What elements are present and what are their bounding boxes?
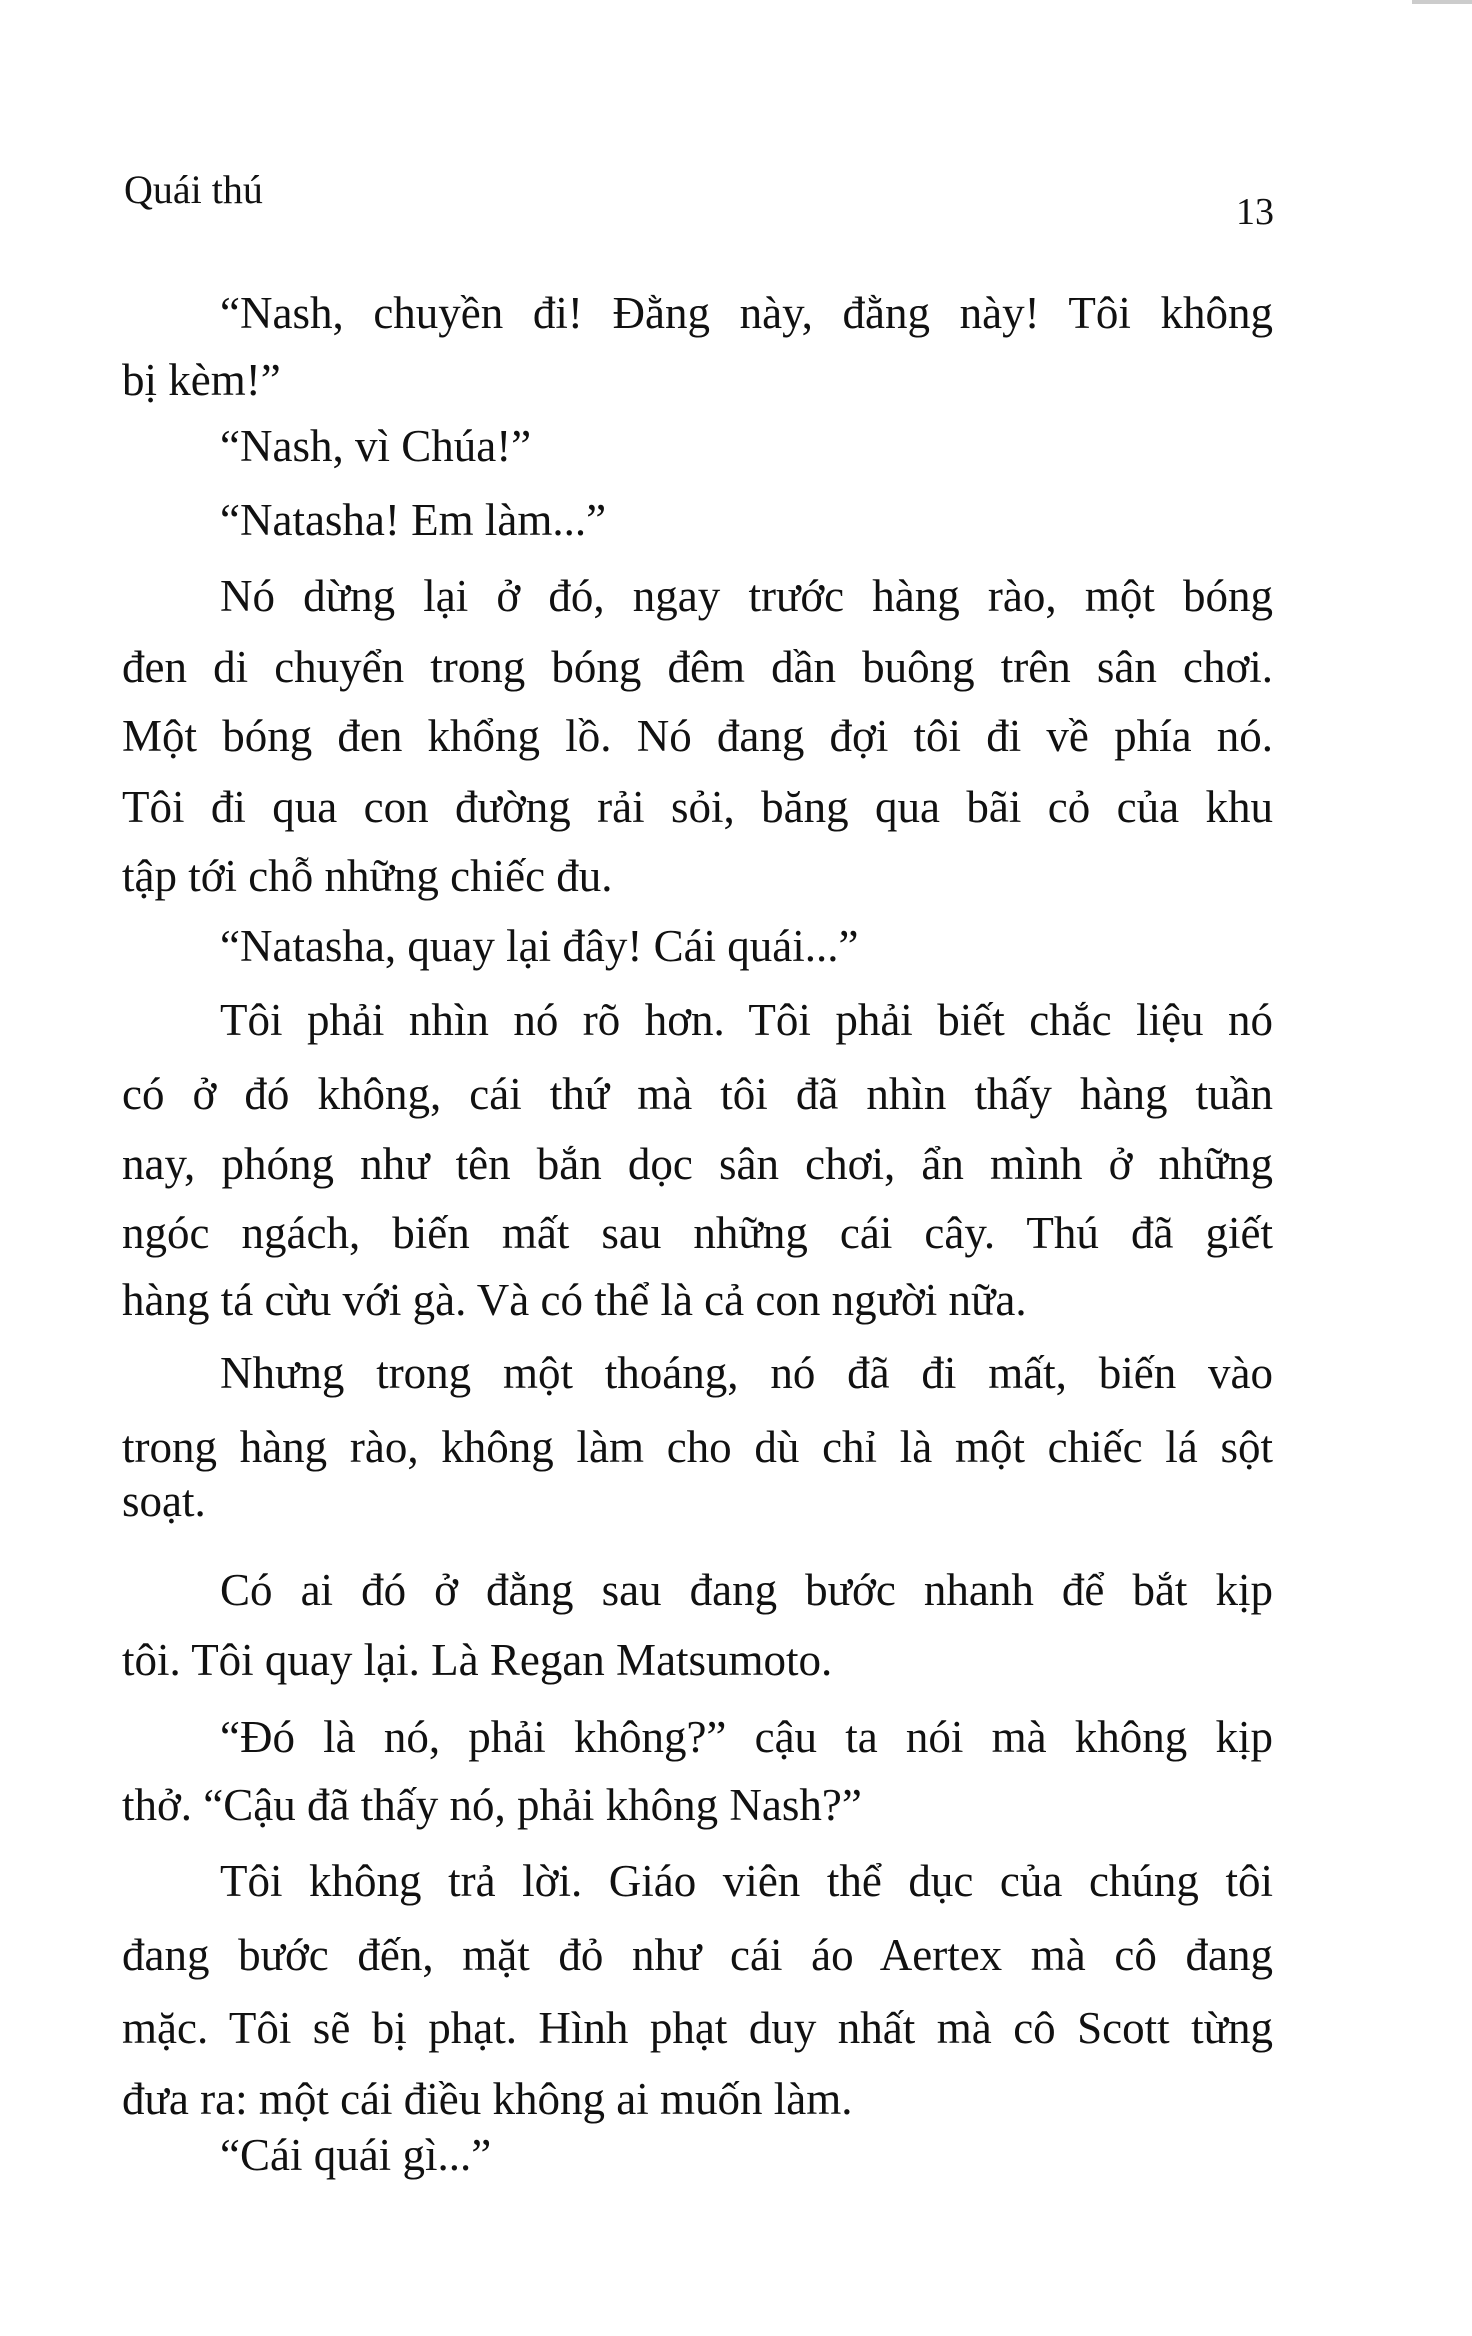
text-line: bị kèm!”	[122, 355, 281, 405]
text-line: “Đó là nó, phải không?” cậu ta nói mà không kịp	[220, 1712, 1273, 1762]
text-line: Nhưng trong một thoáng, nó đã đi mất, biến vào	[220, 1348, 1273, 1398]
scan-edge-mark	[1412, 0, 1472, 4]
text-line: nay, phóng như tên bắn dọc sân chơi, ẩn mình ở những	[122, 1139, 1273, 1189]
text-line: thở. “Cậu đã thấy nó, phải không Nash?”	[122, 1780, 862, 1830]
text-line: hàng tá cừu với gà. Và có thể là cả con người nữa.	[122, 1275, 1027, 1325]
text-line: “Nash, chuyền đi! Đằng này, đằng này! Tôi không	[220, 288, 1273, 338]
running-head: Quái thú	[124, 167, 263, 212]
text-line: “Natasha! Em làm...”	[220, 495, 607, 545]
text-line: có ở đó không, cái thứ mà tôi đã nhìn thấy hàng tuần	[122, 1069, 1273, 1119]
text-line: đưa ra: một cái điều không ai muốn làm.	[122, 2074, 853, 2124]
text-line: “Natasha, quay lại đây! Cái quái...”	[220, 921, 859, 971]
text-line: soạt.	[122, 1476, 206, 1526]
text-line: “Nash, vì Chúa!”	[220, 421, 532, 471]
text-line: đen di chuyển trong bóng đêm dần buông trên sân chơi.	[122, 642, 1273, 692]
text-line: Tôi không trả lời. Giáo viên thể dục của chúng tôi	[220, 1856, 1273, 1906]
text-line: Một bóng đen khổng lồ. Nó đang đợi tôi đi về phía nó.	[122, 711, 1273, 761]
text-line: Tôi đi qua con đường rải sỏi, băng qua bãi cỏ của khu	[122, 782, 1273, 832]
text-line: Tôi phải nhìn nó rõ hơn. Tôi phải biết chắc liệu nó	[220, 995, 1273, 1045]
text-line: “Cái quái gì...”	[220, 2130, 492, 2180]
text-line: đang bước đến, mặt đỏ như cái áo Aertex mà cô đang	[122, 1930, 1273, 1980]
text-line: ngóc ngách, biến mất sau những cái cây. Thú đã giết	[122, 1208, 1273, 1258]
page-number: 13	[1236, 191, 1274, 233]
text-line: tập tới chỗ những chiếc đu.	[122, 851, 613, 901]
text-line: Có ai đó ở đằng sau đang bước nhanh để bắt kịp	[220, 1565, 1273, 1615]
text-line: mặc. Tôi sẽ bị phạt. Hình phạt duy nhất mà cô Scott từng	[122, 2003, 1273, 2053]
text-line: Nó dừng lại ở đó, ngay trước hàng rào, một bóng	[220, 571, 1273, 621]
text-line: tôi. Tôi quay lại. Là Regan Matsumoto.	[122, 1635, 833, 1685]
text-line: trong hàng rào, không làm cho dù chỉ là một chiếc lá sột	[122, 1422, 1273, 1472]
